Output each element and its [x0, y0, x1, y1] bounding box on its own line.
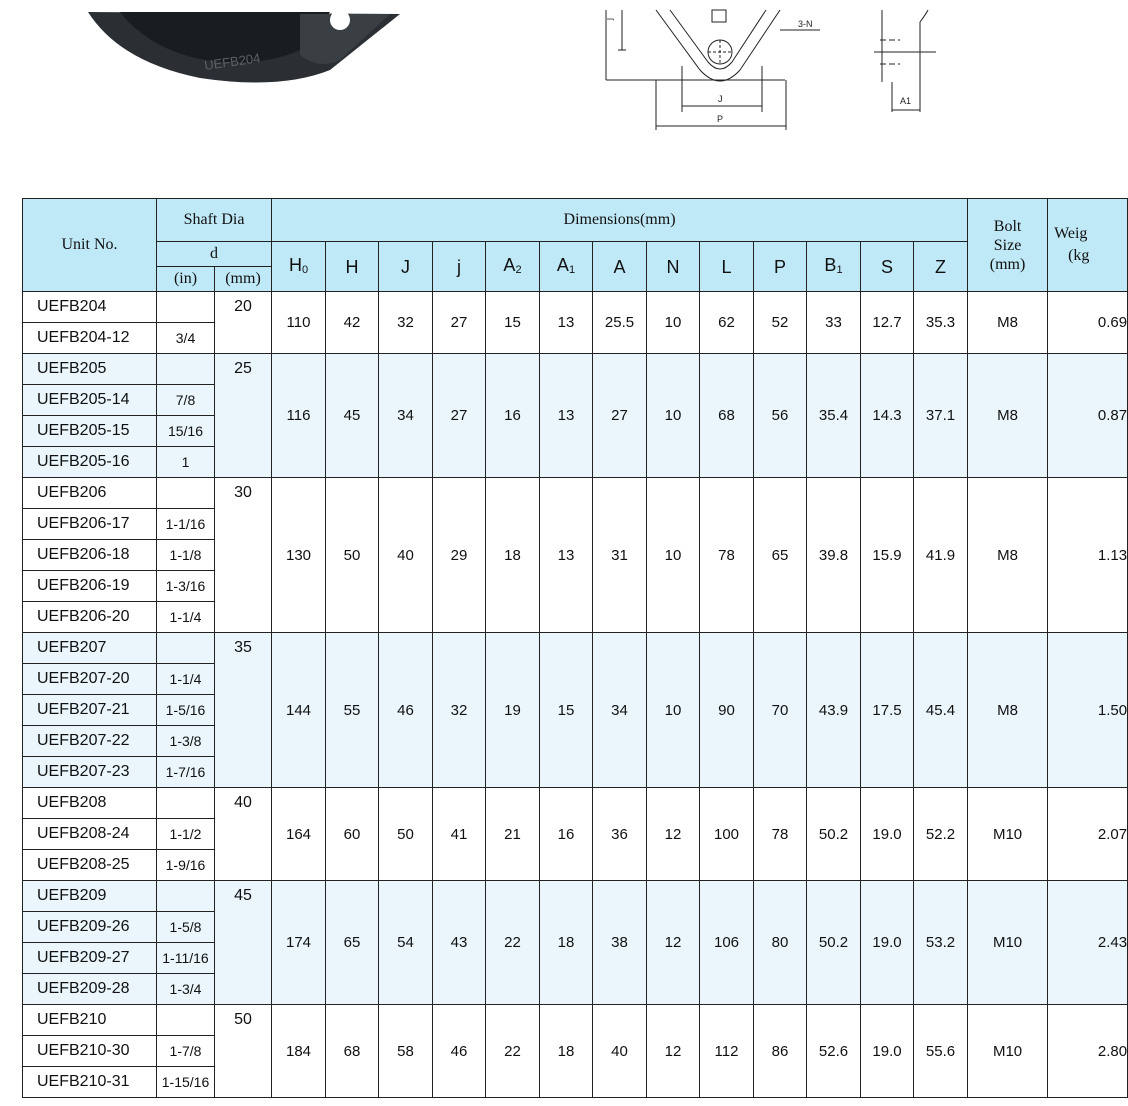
unit-no-cell: UEFB207-23 — [23, 757, 157, 788]
bearing-photo — [0, 0, 420, 110]
drawing-label-small-j: j — [604, 18, 614, 20]
dimension-cell: 16 — [540, 788, 593, 881]
unit-no-cell: UEFB205 — [23, 354, 157, 385]
shaft-inch-cell — [157, 788, 215, 819]
unit-no-cell: UEFB204-12 — [23, 323, 157, 354]
table-body — [23, 292, 1128, 1098]
dimension-cell: 164 — [272, 788, 326, 881]
unit-no-cell: UEFB210-30 — [23, 1036, 157, 1067]
shaft-inch-cell — [157, 292, 215, 323]
shaft-inch-cell: 7/8 — [157, 385, 215, 416]
dimension-cell: 19.0 — [861, 1005, 914, 1098]
header-mm: (mm) — [215, 267, 272, 292]
shaft-mm-cell: 25 — [215, 354, 272, 478]
unit-no-cell: UEFB204 — [23, 292, 157, 323]
header-bolt-size: Bolt Size (mm) — [968, 199, 1048, 292]
header-inch: (in) — [157, 267, 215, 292]
dimension-cell: 110 — [272, 292, 326, 354]
dimension-cell: 27 — [433, 354, 486, 478]
bolt-size-cell: M8 — [968, 292, 1048, 354]
unit-no-cell: UEFB205-15 — [23, 416, 157, 447]
dimension-cell: 13 — [540, 478, 593, 633]
dimension-cell: 19.0 — [861, 881, 914, 1005]
dimension-cell: 37.1 — [914, 354, 968, 478]
header-j-upper: J — [379, 242, 433, 292]
dimension-cell: 12 — [647, 788, 700, 881]
header-z: Z — [914, 242, 968, 292]
dimension-cell: 52.6 — [807, 1005, 861, 1098]
header-h: H — [326, 242, 379, 292]
header-n: N — [647, 242, 700, 292]
unit-no-cell: UEFB207-20 — [23, 664, 157, 695]
dimension-cell: 55 — [326, 633, 379, 788]
bolt-size-cell: M10 — [968, 881, 1048, 1005]
drawing-label-p: P — [717, 114, 724, 124]
dimension-cell: 50 — [326, 478, 379, 633]
unit-no-cell: UEFB209-27 — [23, 943, 157, 974]
shaft-inch-cell — [157, 478, 215, 509]
shaft-inch-cell: 1-1/2 — [157, 819, 215, 850]
dimension-cell: 54 — [379, 881, 433, 1005]
header-shaft-dia: Shaft Dia — [157, 199, 272, 242]
unit-no-cell: UEFB207 — [23, 633, 157, 664]
shaft-inch-cell: 1-1/8 — [157, 540, 215, 571]
shaft-inch-cell: 1-1/4 — [157, 602, 215, 633]
dimension-cell: 46 — [379, 633, 433, 788]
dimension-cell: 35.4 — [807, 354, 861, 478]
shaft-mm-cell: 50 — [215, 1005, 272, 1098]
shaft-inch-cell: 1-15/16 — [157, 1067, 215, 1098]
dimension-cell: 38 — [593, 881, 647, 1005]
unit-no-cell: UEFB206-17 — [23, 509, 157, 540]
shaft-mm-cell: 40 — [215, 788, 272, 881]
dimension-cell: 14.3 — [861, 354, 914, 478]
table-row — [23, 633, 1128, 664]
dimension-cell: 27 — [433, 292, 486, 354]
weight-cell: 1.50 — [1048, 633, 1128, 788]
shaft-inch-cell — [157, 354, 215, 385]
table-row — [23, 292, 1128, 323]
photo-embossed-text: UEFB204 — [203, 50, 262, 73]
drawing-label-a1: A1 — [900, 96, 912, 106]
shaft-inch-cell: 1-5/16 — [157, 695, 215, 726]
dimension-cell: 18 — [540, 881, 593, 1005]
dimension-cell: 19.0 — [861, 788, 914, 881]
weight-cell: 2.07 — [1048, 788, 1128, 881]
unit-no-cell: UEFB208 — [23, 788, 157, 819]
header-h0: $H_0$ — [272, 242, 326, 292]
table-row — [23, 354, 1128, 385]
header-b1: $B_1$ — [807, 242, 861, 292]
dimension-cell: 100 — [700, 788, 754, 881]
spec-table — [22, 198, 1128, 1098]
dimension-cell: 106 — [700, 881, 754, 1005]
dimension-cell: 16 — [486, 354, 540, 478]
unit-no-cell: UEFB206 — [23, 478, 157, 509]
unit-no-cell: UEFB209 — [23, 881, 157, 912]
table-row — [23, 478, 1128, 509]
dimension-cell: 34 — [593, 633, 647, 788]
dimension-cell: 10 — [647, 354, 700, 478]
unit-no-cell: UEFB206-19 — [23, 571, 157, 602]
dimension-cell: 15 — [540, 633, 593, 788]
dimension-cell: 35.3 — [914, 292, 968, 354]
dimension-cell: 10 — [647, 633, 700, 788]
bolt-size-cell: M8 — [968, 633, 1048, 788]
header-a: A — [593, 242, 647, 292]
shaft-inch-cell: 1-3/4 — [157, 974, 215, 1005]
unit-no-cell: UEFB210 — [23, 1005, 157, 1036]
dimension-cell: 68 — [700, 354, 754, 478]
unit-no-cell: UEFB208-25 — [23, 850, 157, 881]
shaft-inch-cell: 3/4 — [157, 323, 215, 354]
dimension-cell: 19 — [486, 633, 540, 788]
dimension-cell: 50.2 — [807, 788, 861, 881]
unit-no-cell: UEFB207-22 — [23, 726, 157, 757]
shaft-inch-cell: 1-7/16 — [157, 757, 215, 788]
dimension-cell: 80 — [754, 881, 807, 1005]
weight-cell: 2.43 — [1048, 881, 1128, 1005]
dimension-cell: 65 — [326, 881, 379, 1005]
dimension-cell: 45.4 — [914, 633, 968, 788]
dimension-cell: 10 — [647, 478, 700, 633]
unit-no-cell: UEFB206-20 — [23, 602, 157, 633]
dimension-cell: 27 — [593, 354, 647, 478]
dimension-cell: 90 — [700, 633, 754, 788]
header-a1: $A_1$ — [540, 242, 593, 292]
dimension-cell: 45 — [326, 354, 379, 478]
dimension-cell: 25.5 — [593, 292, 647, 354]
shaft-mm-cell: 30 — [215, 478, 272, 633]
header-l: L — [700, 242, 754, 292]
unit-no-cell: UEFB209-28 — [23, 974, 157, 1005]
header-s: S — [861, 242, 914, 292]
dimension-cell: 15.9 — [861, 478, 914, 633]
shaft-inch-cell — [157, 1005, 215, 1036]
dimension-cell: 53.2 — [914, 881, 968, 1005]
dimension-cell: 12 — [647, 1005, 700, 1098]
dimension-cell: 144 — [272, 633, 326, 788]
dimension-cell: 65 — [754, 478, 807, 633]
shaft-inch-cell — [157, 633, 215, 664]
dimension-drawing — [590, 0, 970, 140]
dimension-cell: 40 — [379, 478, 433, 633]
shaft-mm-cell: 35 — [215, 633, 272, 788]
unit-no-cell: UEFB210-31 — [23, 1067, 157, 1098]
dimension-cell: 12.7 — [861, 292, 914, 354]
dimension-cell: 36 — [593, 788, 647, 881]
dimension-cell: 46 — [433, 1005, 486, 1098]
dimension-cell: 60 — [326, 788, 379, 881]
dimension-cell: 41 — [433, 788, 486, 881]
dimension-cell: 78 — [700, 478, 754, 633]
weight-cell: 1.13 — [1048, 478, 1128, 633]
shaft-inch-cell: 1-9/16 — [157, 850, 215, 881]
unit-no-cell: UEFB206-18 — [23, 540, 157, 571]
dimension-cell: 39.8 — [807, 478, 861, 633]
dimension-cell: 78 — [754, 788, 807, 881]
table-row — [23, 881, 1128, 912]
dimension-cell: 62 — [700, 292, 754, 354]
dimension-cell: 29 — [433, 478, 486, 633]
dimension-cell: 50.2 — [807, 881, 861, 1005]
dimension-cell: 31 — [593, 478, 647, 633]
dimension-cell: 13 — [540, 292, 593, 354]
dimension-cell: 40 — [593, 1005, 647, 1098]
bolt-size-cell: M10 — [968, 1005, 1048, 1098]
unit-no-cell: UEFB209-26 — [23, 912, 157, 943]
dimension-cell: 42 — [326, 292, 379, 354]
dimension-cell: 32 — [433, 633, 486, 788]
shaft-inch-cell — [157, 881, 215, 912]
bolt-size-cell: M8 — [968, 354, 1048, 478]
dimension-cell: 70 — [754, 633, 807, 788]
dimension-cell: 33 — [807, 292, 861, 354]
header-weight: Weig (kg — [1048, 199, 1128, 292]
header-p: P — [754, 242, 807, 292]
header-unit-no: Unit No. — [23, 199, 157, 292]
dimension-cell: 52 — [754, 292, 807, 354]
header-dimensions: Dimensions(mm) — [272, 199, 968, 242]
dimension-cell: 116 — [272, 354, 326, 478]
dimension-cell: 184 — [272, 1005, 326, 1098]
bolt-size-cell: M8 — [968, 478, 1048, 633]
shaft-inch-cell: 1-3/8 — [157, 726, 215, 757]
dimension-cell: 18 — [540, 1005, 593, 1098]
shaft-inch-cell: 15/16 — [157, 416, 215, 447]
dimension-cell: 43 — [433, 881, 486, 1005]
header-a2: $A_2$ — [486, 242, 540, 292]
shaft-inch-cell: 1-3/16 — [157, 571, 215, 602]
table-row — [23, 788, 1128, 819]
dimension-cell: 34 — [379, 354, 433, 478]
drawing-label-n: 3-N — [798, 19, 813, 29]
dimension-cell: 112 — [700, 1005, 754, 1098]
dimension-cell: 174 — [272, 881, 326, 1005]
dimension-cell: 32 — [379, 292, 433, 354]
drawing-label-j: J — [718, 94, 723, 104]
dimension-cell: 22 — [486, 1005, 540, 1098]
dimension-cell: 13 — [540, 354, 593, 478]
dimension-cell: 12 — [647, 881, 700, 1005]
shaft-inch-cell: 1-11/16 — [157, 943, 215, 974]
shaft-inch-cell: 1-1/4 — [157, 664, 215, 695]
unit-no-cell: UEFB205-16 — [23, 447, 157, 478]
dimension-cell: 52.2 — [914, 788, 968, 881]
dimension-cell: 130 — [272, 478, 326, 633]
shaft-inch-cell: 1-5/8 — [157, 912, 215, 943]
dimension-cell: 18 — [486, 478, 540, 633]
dimension-cell: 58 — [379, 1005, 433, 1098]
dimension-cell: 41.9 — [914, 478, 968, 633]
dimension-cell: 10 — [647, 292, 700, 354]
weight-cell: 0.69 — [1048, 292, 1128, 354]
dimension-cell: 15 — [486, 292, 540, 354]
table-row — [23, 1005, 1128, 1036]
unit-no-cell: UEFB205-14 — [23, 385, 157, 416]
dimension-cell: 86 — [754, 1005, 807, 1098]
dimension-cell: 17.5 — [861, 633, 914, 788]
weight-cell: 0.87 — [1048, 354, 1128, 478]
dimension-cell: 50 — [379, 788, 433, 881]
dimension-cell: 56 — [754, 354, 807, 478]
unit-no-cell: UEFB208-24 — [23, 819, 157, 850]
dimension-cell: 22 — [486, 881, 540, 1005]
weight-cell: 2.80 — [1048, 1005, 1128, 1098]
dimension-cell: 68 — [326, 1005, 379, 1098]
shaft-mm-cell: 20 — [215, 292, 272, 354]
unit-no-cell: UEFB207-21 — [23, 695, 157, 726]
dimension-cell: 55.6 — [914, 1005, 968, 1098]
shaft-inch-cell: 1 — [157, 447, 215, 478]
shaft-mm-cell: 45 — [215, 881, 272, 1005]
dimension-cell: 43.9 — [807, 633, 861, 788]
header-d: d — [157, 242, 272, 267]
header-j-lower: j — [433, 242, 486, 292]
shaft-inch-cell: 1-1/16 — [157, 509, 215, 540]
shaft-inch-cell: 1-7/8 — [157, 1036, 215, 1067]
bolt-size-cell: M10 — [968, 788, 1048, 881]
dimension-cell: 21 — [486, 788, 540, 881]
